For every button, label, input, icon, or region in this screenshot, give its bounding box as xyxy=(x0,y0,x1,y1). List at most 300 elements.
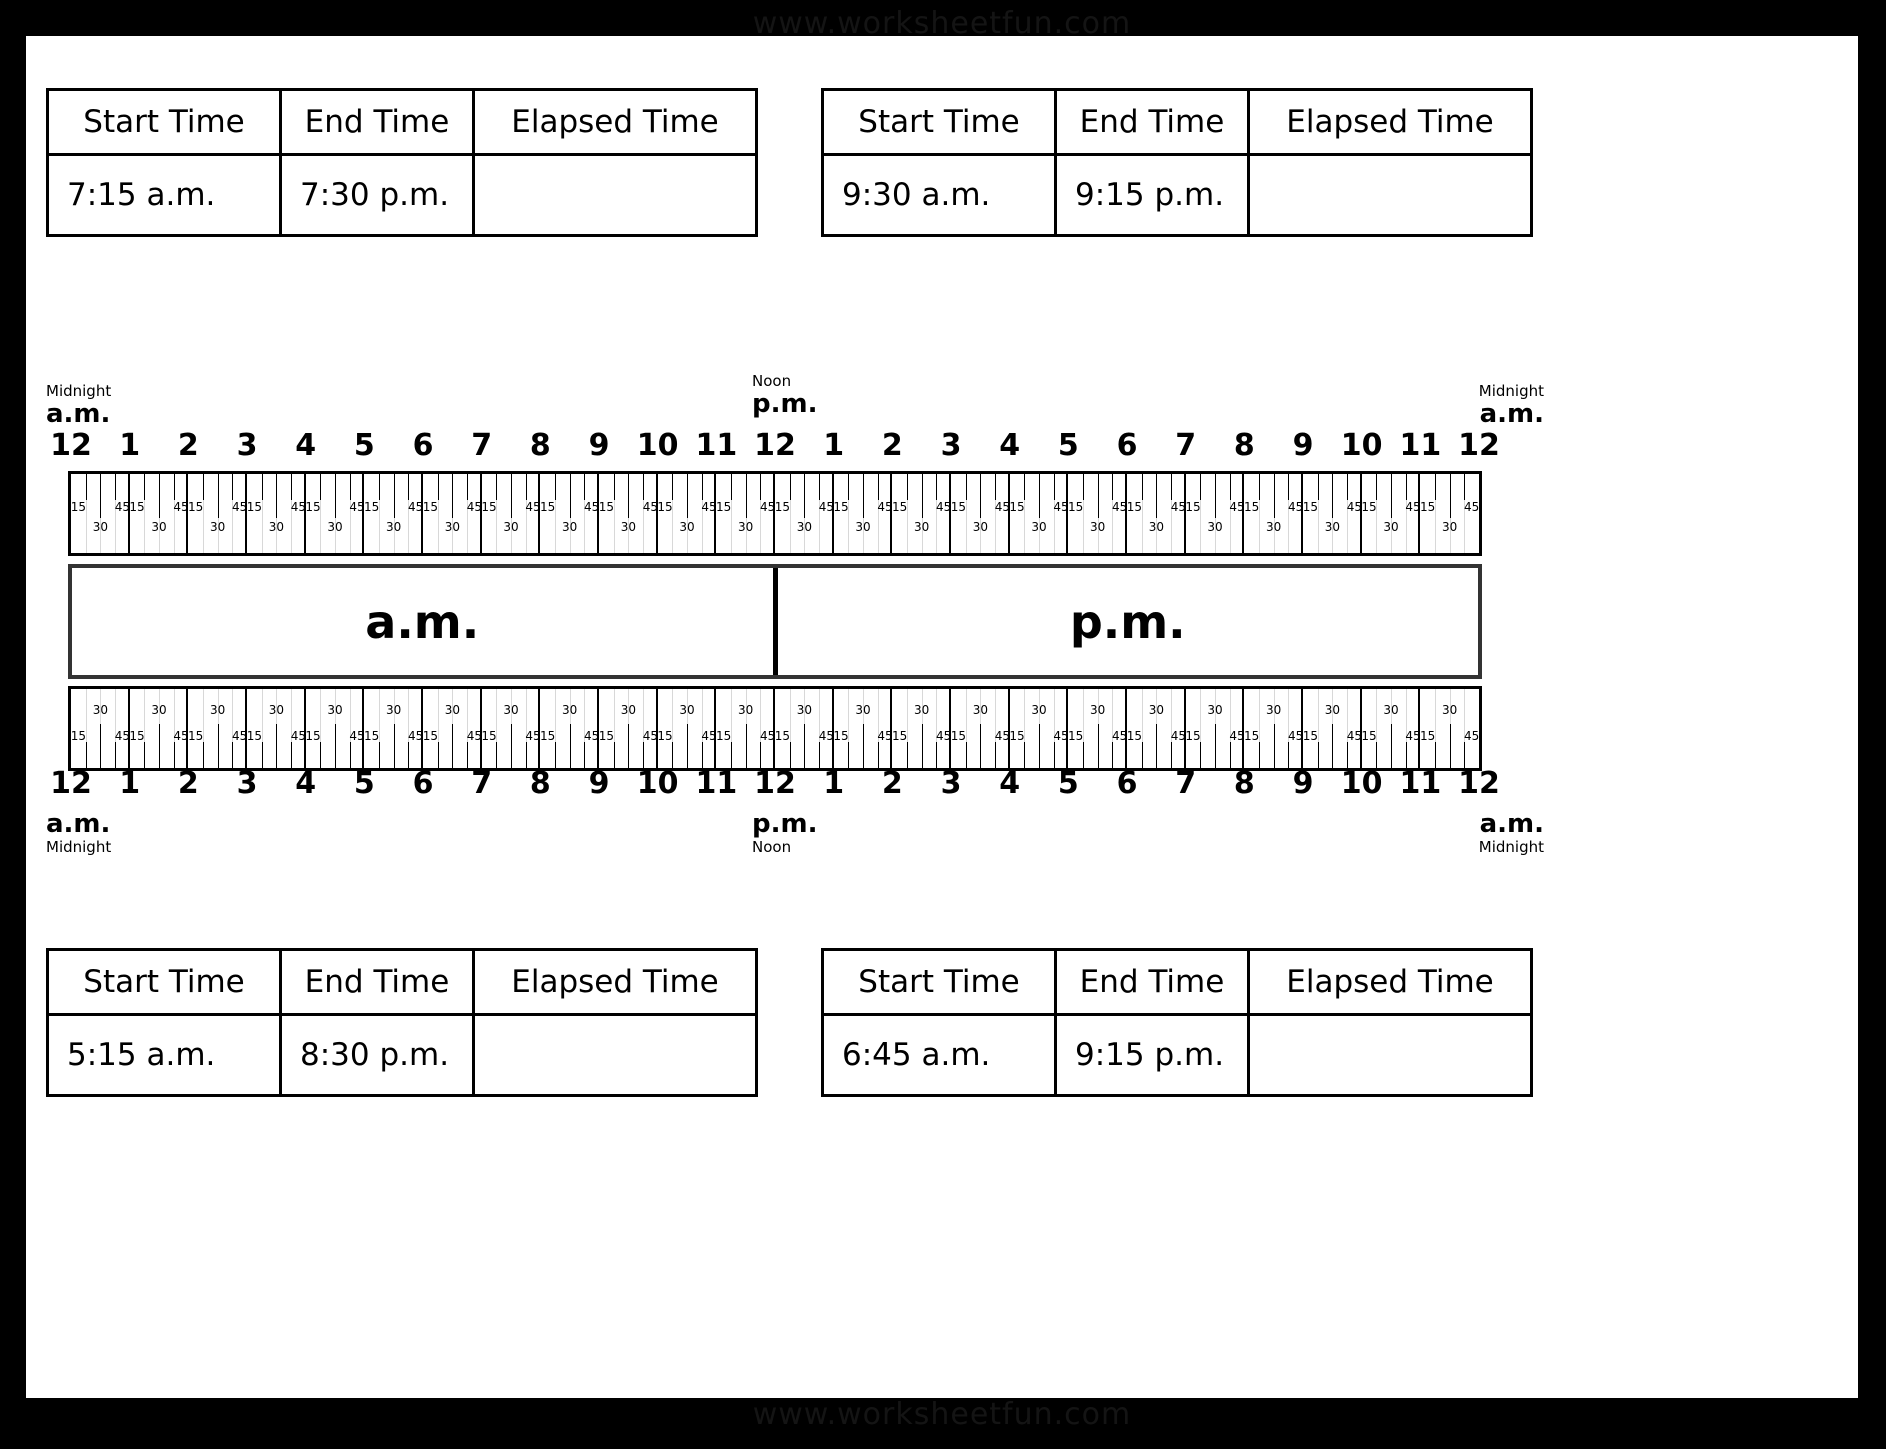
minute-tick xyxy=(1171,742,1172,768)
minute-tick-label: 45 xyxy=(1112,729,1128,743)
minute-tick xyxy=(496,742,497,768)
minute-tick xyxy=(1376,474,1377,500)
hour-label: 8 xyxy=(529,766,551,801)
minute-tick xyxy=(1332,724,1333,768)
hour-label: 9 xyxy=(1292,766,1314,801)
minute-tick-label: 30 xyxy=(1383,520,1399,534)
minute-tick xyxy=(1142,742,1143,768)
minute-tick xyxy=(526,474,527,500)
minute-tick xyxy=(1435,742,1436,768)
minute-tick-label: 15 xyxy=(364,729,380,743)
column-header-end-time: End Time xyxy=(1056,90,1249,155)
minute-tick xyxy=(408,742,409,768)
minute-tick xyxy=(848,474,849,500)
minute-tick-label: 45 xyxy=(584,500,600,514)
minute-tick xyxy=(555,742,556,768)
minute-tick xyxy=(511,474,512,518)
hour-block xyxy=(1010,474,1069,553)
minute-tick-label: 45 xyxy=(936,500,952,514)
minute-tick-label: 15 xyxy=(305,500,321,514)
minute-tick xyxy=(570,474,571,518)
hour-label: 6 xyxy=(1116,428,1138,463)
minute-tick-label: 30 xyxy=(92,703,108,717)
hour-label: 12 xyxy=(50,766,92,801)
minute-tick xyxy=(1215,474,1216,518)
hour-label: 2 xyxy=(177,766,199,801)
minute-tick-label: 15 xyxy=(1244,500,1260,514)
minute-tick xyxy=(350,474,351,500)
minute-tick xyxy=(995,742,996,768)
minute-tick-label: 15 xyxy=(1185,500,1201,514)
minute-tick-label: 15 xyxy=(1420,729,1436,743)
minute-tick-label: 15 xyxy=(129,500,145,514)
minute-tick-label: 30 xyxy=(327,520,343,534)
minute-tick xyxy=(863,474,864,518)
minute-tick-label: 45 xyxy=(1405,500,1421,514)
column-header-elapsed-time: Elapsed Time xyxy=(474,90,757,155)
minute-tick-label: 45 xyxy=(1464,729,1480,743)
hour-block xyxy=(716,689,775,768)
minute-tick xyxy=(922,724,923,768)
hour-label: 2 xyxy=(177,428,199,463)
hour-block xyxy=(1244,474,1303,553)
hour-block xyxy=(1010,689,1069,768)
minute-tick xyxy=(320,742,321,768)
hour-block xyxy=(599,689,658,768)
minute-tick-label: 30 xyxy=(1324,520,1340,534)
minute-tick-label: 30 xyxy=(268,520,284,534)
timeline-label-noon-pm-top: Noon p.m. xyxy=(752,372,818,419)
minute-tick xyxy=(350,742,351,768)
minute-tick xyxy=(863,724,864,768)
start-time-value: 6:45 a.m. xyxy=(823,1015,1056,1096)
minute-tick xyxy=(218,724,219,768)
minute-tick-label: 15 xyxy=(716,729,732,743)
minute-tick-label: 30 xyxy=(914,520,930,534)
minute-tick xyxy=(966,474,967,500)
hour-block xyxy=(540,689,599,768)
hour-block xyxy=(834,474,893,553)
hour-label: 3 xyxy=(236,428,258,463)
minute-tick xyxy=(1376,742,1377,768)
table-row xyxy=(821,88,1533,237)
hour-label: 10 xyxy=(1340,766,1383,801)
hour-block xyxy=(188,474,247,553)
minute-tick xyxy=(1054,742,1055,768)
minute-tick xyxy=(1406,474,1407,500)
hour-label: 8 xyxy=(1233,766,1255,801)
minute-tick xyxy=(1230,742,1231,768)
minute-tick xyxy=(819,474,820,500)
minute-tick-label: 15 xyxy=(716,500,732,514)
minute-tick-label: 30 xyxy=(386,520,402,534)
table-row xyxy=(821,948,1533,1097)
hour-label: 9 xyxy=(588,766,610,801)
minute-tick xyxy=(1230,474,1231,500)
minute-tick-label: 30 xyxy=(1148,520,1164,534)
minute-tick xyxy=(1083,742,1084,768)
hour-block xyxy=(482,689,541,768)
minute-tick-label: 45 xyxy=(818,500,834,514)
minute-tick xyxy=(804,474,805,518)
minute-tick-label: 45 xyxy=(1053,500,1069,514)
minute-tick xyxy=(100,474,101,518)
hour-labels-bottom xyxy=(46,766,1506,802)
hour-block xyxy=(130,474,189,553)
minute-tick-label: 15 xyxy=(1068,729,1084,743)
hour-block xyxy=(1362,474,1421,553)
hour-label: 12 xyxy=(50,428,92,463)
minute-tick-label: 15 xyxy=(188,500,204,514)
hour-label: 8 xyxy=(1233,428,1255,463)
minute-tick-label: 15 xyxy=(246,729,262,743)
minute-tick-label: 45 xyxy=(1464,500,1480,514)
hour-block xyxy=(1127,689,1186,768)
minute-tick-label: 45 xyxy=(349,500,365,514)
hour-label: 11 xyxy=(695,766,738,801)
minute-tick-label: 30 xyxy=(1266,703,1282,717)
minute-tick-label: 15 xyxy=(774,729,790,743)
minute-tick xyxy=(746,474,747,518)
worksheet-page xyxy=(26,6,1858,1432)
hour-block xyxy=(423,474,482,553)
minute-tick xyxy=(203,742,204,768)
table-row xyxy=(46,948,758,1097)
hour-block xyxy=(599,474,658,553)
hour-label: 11 xyxy=(1399,428,1442,463)
hour-label: 8 xyxy=(529,428,551,463)
am-pm-band xyxy=(68,564,1482,679)
minute-tick xyxy=(438,474,439,500)
minute-tick-label: 45 xyxy=(349,729,365,743)
hour-block xyxy=(1303,474,1362,553)
elapsed-time-answer-field[interactable] xyxy=(474,155,757,236)
minute-tick xyxy=(614,742,615,768)
minute-tick xyxy=(1435,474,1436,500)
minute-tick xyxy=(144,742,145,768)
hour-label: 5 xyxy=(1057,428,1079,463)
hour-label: 12 xyxy=(1458,766,1500,801)
minute-tick xyxy=(643,474,644,500)
minute-tick-label: 30 xyxy=(1442,703,1458,717)
minute-tick xyxy=(790,474,791,500)
hour-labels-top xyxy=(46,428,1506,464)
minute-tick-label: 30 xyxy=(796,520,812,534)
minute-tick xyxy=(746,724,747,768)
minute-tick xyxy=(1024,474,1025,500)
hour-label: 9 xyxy=(1292,428,1314,463)
minute-tick xyxy=(1142,474,1143,500)
minute-tick-label: 45 xyxy=(173,500,189,514)
minute-tick-label: 15 xyxy=(1009,729,1025,743)
column-header-elapsed-time: Elapsed Time xyxy=(474,950,757,1015)
minute-tick xyxy=(1391,474,1392,518)
minute-tick xyxy=(878,742,879,768)
hour-label: 6 xyxy=(412,766,434,801)
minute-tick xyxy=(628,724,629,768)
minute-tick xyxy=(276,724,277,768)
minute-tick-label: 30 xyxy=(1266,520,1282,534)
minute-tick xyxy=(1318,742,1319,768)
minute-tick xyxy=(687,474,688,518)
minute-tick-label: 45 xyxy=(994,729,1010,743)
minute-tick xyxy=(232,474,233,500)
minute-tick xyxy=(174,742,175,768)
minute-tick xyxy=(291,474,292,500)
hour-label: 6 xyxy=(1116,766,1138,801)
elapsed-time-number-line xyxy=(26,366,1858,886)
minute-tick xyxy=(1288,474,1289,500)
timeline-label-midnight-am-top-right: Midnight a.m. xyxy=(1478,382,1544,429)
column-header-start-time: Start Time xyxy=(823,90,1056,155)
hour-label: 6 xyxy=(412,428,434,463)
hour-block xyxy=(658,689,717,768)
hour-label: 10 xyxy=(636,766,679,801)
minute-tick-label: 45 xyxy=(877,500,893,514)
minute-tick xyxy=(760,742,761,768)
column-header-start-time: Start Time xyxy=(48,950,281,1015)
end-time-value: 9:15 p.m. xyxy=(1056,155,1249,236)
minute-tick xyxy=(1450,724,1451,768)
minute-tick-label: 30 xyxy=(738,520,754,534)
minute-tick xyxy=(394,474,395,518)
minute-tick-label: 45 xyxy=(701,500,717,514)
column-header-start-time: Start Time xyxy=(48,90,281,155)
minute-tick xyxy=(1039,474,1040,518)
minute-tick-label: 30 xyxy=(620,703,636,717)
minute-tick-label: 15 xyxy=(540,500,556,514)
minute-tick xyxy=(628,474,629,518)
minute-tick-label: 15 xyxy=(1068,500,1084,514)
hour-block xyxy=(951,689,1010,768)
end-time-value: 7:30 p.m. xyxy=(281,155,474,236)
minute-tick-label: 45 xyxy=(994,500,1010,514)
hour-block xyxy=(1244,689,1303,768)
hour-block xyxy=(1186,689,1245,768)
minute-tick-label: 45 xyxy=(1112,500,1128,514)
hour-block xyxy=(540,474,599,553)
timeline-label-midnight-am-top-left: Midnight a.m. xyxy=(46,382,112,429)
minute-tick-label: 30 xyxy=(268,703,284,717)
band-am-label: a.m. xyxy=(365,594,480,649)
minute-tick-label: 30 xyxy=(151,703,167,717)
minute-tick xyxy=(1332,474,1333,518)
hour-block xyxy=(1303,689,1362,768)
minute-tick xyxy=(1450,474,1451,518)
hour-label: 11 xyxy=(1399,766,1442,801)
minute-tick xyxy=(1274,724,1275,768)
start-time-value: 9:30 a.m. xyxy=(823,155,1056,236)
minute-tick xyxy=(1347,474,1348,500)
minute-tick xyxy=(1200,742,1201,768)
minute-tick xyxy=(980,724,981,768)
minute-tick xyxy=(276,474,277,518)
minute-tick xyxy=(496,474,497,500)
minute-tick-label: 30 xyxy=(210,703,226,717)
column-header-elapsed-time: Elapsed Time xyxy=(1249,90,1532,155)
minute-tick xyxy=(394,724,395,768)
minute-tick-label: 15 xyxy=(598,729,614,743)
minute-tick xyxy=(966,742,967,768)
minute-tick xyxy=(819,742,820,768)
minute-tick-label: 15 xyxy=(1126,500,1142,514)
minute-tick-label: 45 xyxy=(1229,729,1245,743)
hour-block xyxy=(834,689,893,768)
end-time-value: 9:15 p.m. xyxy=(1056,1015,1249,1096)
minute-tick xyxy=(467,742,468,768)
minute-tick xyxy=(379,742,380,768)
minute-tick-label: 30 xyxy=(151,520,167,534)
elapsed-time-answer-field[interactable] xyxy=(1249,155,1532,236)
minute-tick-label: 45 xyxy=(408,729,424,743)
minute-tick-label: 15 xyxy=(657,729,673,743)
minute-tick xyxy=(1406,742,1407,768)
hour-label: 3 xyxy=(940,428,962,463)
minute-tick xyxy=(731,742,732,768)
minute-tick xyxy=(1098,724,1099,768)
hour-block xyxy=(775,474,834,553)
timeline-label-midnight-am-bottom-left: a.m. Midnight xyxy=(46,809,112,856)
minute-tick xyxy=(100,724,101,768)
minute-tick xyxy=(584,742,585,768)
minute-tick-label: 45 xyxy=(1288,500,1304,514)
hour-block xyxy=(1420,689,1479,768)
minute-tick xyxy=(980,474,981,518)
minute-tick xyxy=(203,474,204,500)
hour-block xyxy=(892,689,951,768)
minute-tick xyxy=(452,724,453,768)
minute-tick xyxy=(232,742,233,768)
minute-tick xyxy=(115,474,116,500)
timeline-label-midnight-am-bottom-right: a.m. Midnight xyxy=(1478,809,1544,856)
minute-tick-label: 30 xyxy=(1442,520,1458,534)
minute-tick xyxy=(936,742,937,768)
hour-block xyxy=(306,689,365,768)
minute-tick xyxy=(1288,742,1289,768)
hour-label: 7 xyxy=(471,766,493,801)
hour-block xyxy=(71,689,130,768)
column-header-end-time: End Time xyxy=(281,950,474,1015)
minute-tick-label: 30 xyxy=(386,703,402,717)
elapsed-time-answer-field[interactable] xyxy=(474,1015,757,1096)
end-time-value: 8:30 p.m. xyxy=(281,1015,474,1096)
minute-tick-label: 15 xyxy=(598,500,614,514)
hour-label: 4 xyxy=(999,766,1021,801)
hour-label: 10 xyxy=(1340,428,1383,463)
minute-tick xyxy=(1171,474,1172,500)
minute-tick xyxy=(335,474,336,518)
minute-tick xyxy=(731,474,732,500)
minute-tick-label: 30 xyxy=(1090,520,1106,534)
minute-tick xyxy=(1054,474,1055,500)
minute-tick xyxy=(320,474,321,500)
minute-tick-label: 15 xyxy=(70,500,86,514)
minute-tick xyxy=(174,474,175,500)
minute-tick xyxy=(159,724,160,768)
minute-tick xyxy=(86,474,87,500)
minute-tick xyxy=(379,474,380,500)
minute-tick-label: 30 xyxy=(855,703,871,717)
minute-tick xyxy=(643,742,644,768)
minute-tick-label: 45 xyxy=(1288,729,1304,743)
hour-label: 1 xyxy=(119,766,141,801)
minute-tick-label: 30 xyxy=(210,520,226,534)
minute-tick-label: 15 xyxy=(70,729,86,743)
minute-tick-label: 45 xyxy=(1170,729,1186,743)
minute-tick xyxy=(1098,474,1099,518)
minute-tick xyxy=(159,474,160,518)
minute-tick xyxy=(922,474,923,518)
minute-tick-label: 30 xyxy=(620,520,636,534)
minute-tick-label: 30 xyxy=(1207,703,1223,717)
column-header-elapsed-time: Elapsed Time xyxy=(1249,950,1532,1015)
minute-tick xyxy=(702,474,703,500)
hour-block xyxy=(306,474,365,553)
hour-block xyxy=(71,474,130,553)
minute-tick-label: 45 xyxy=(1229,500,1245,514)
minute-tick xyxy=(672,474,673,500)
minute-tick xyxy=(790,742,791,768)
minute-tick-label: 45 xyxy=(642,729,658,743)
minute-tick-label: 45 xyxy=(408,500,424,514)
minute-tick-label: 15 xyxy=(1244,729,1260,743)
minute-tick-label: 15 xyxy=(892,729,908,743)
minute-tick xyxy=(1259,474,1260,500)
watermark-bottom: www.worksheetfun.com xyxy=(752,1397,1132,1432)
column-header-end-time: End Time xyxy=(1056,950,1249,1015)
minute-tick-label: 45 xyxy=(760,500,776,514)
minute-tick xyxy=(760,474,761,500)
minute-tick xyxy=(86,742,87,768)
minute-tick-label: 45 xyxy=(760,729,776,743)
hour-label: 7 xyxy=(471,428,493,463)
minute-tick xyxy=(1156,724,1157,768)
hour-block xyxy=(247,689,306,768)
minute-tick xyxy=(1112,742,1113,768)
minute-tick-label: 45 xyxy=(114,729,130,743)
hour-label: 10 xyxy=(636,428,679,463)
minute-tick-label: 15 xyxy=(1009,500,1025,514)
elapsed-time-answer-field[interactable] xyxy=(1249,1015,1532,1096)
hour-block xyxy=(658,474,717,553)
hour-block xyxy=(775,689,834,768)
minute-tick-label: 30 xyxy=(1148,703,1164,717)
hour-label: 4 xyxy=(295,428,317,463)
minute-tick-label: 30 xyxy=(1090,703,1106,717)
hour-label: 9 xyxy=(588,428,610,463)
minute-tick xyxy=(687,724,688,768)
minute-tick-label: 30 xyxy=(1207,520,1223,534)
hour-block xyxy=(364,474,423,553)
minute-tick-label: 30 xyxy=(1383,703,1399,717)
minute-tick-label: 15 xyxy=(1302,500,1318,514)
minute-tick-label: 30 xyxy=(738,703,754,717)
minute-tick-label: 15 xyxy=(833,729,849,743)
minute-tick-label: 45 xyxy=(290,500,306,514)
hour-block xyxy=(1068,689,1127,768)
hour-label: 1 xyxy=(823,428,845,463)
minute-tick-label: 30 xyxy=(503,520,519,534)
minute-tick-label: 15 xyxy=(892,500,908,514)
hour-label: 7 xyxy=(1175,428,1197,463)
minute-tick xyxy=(218,474,219,518)
minute-tick-label: 30 xyxy=(562,520,578,534)
minute-tick-label: 15 xyxy=(364,500,380,514)
minute-tick-label: 45 xyxy=(232,500,248,514)
minute-tick-label: 45 xyxy=(232,729,248,743)
minute-tick xyxy=(614,474,615,500)
minute-tick xyxy=(1083,474,1084,500)
